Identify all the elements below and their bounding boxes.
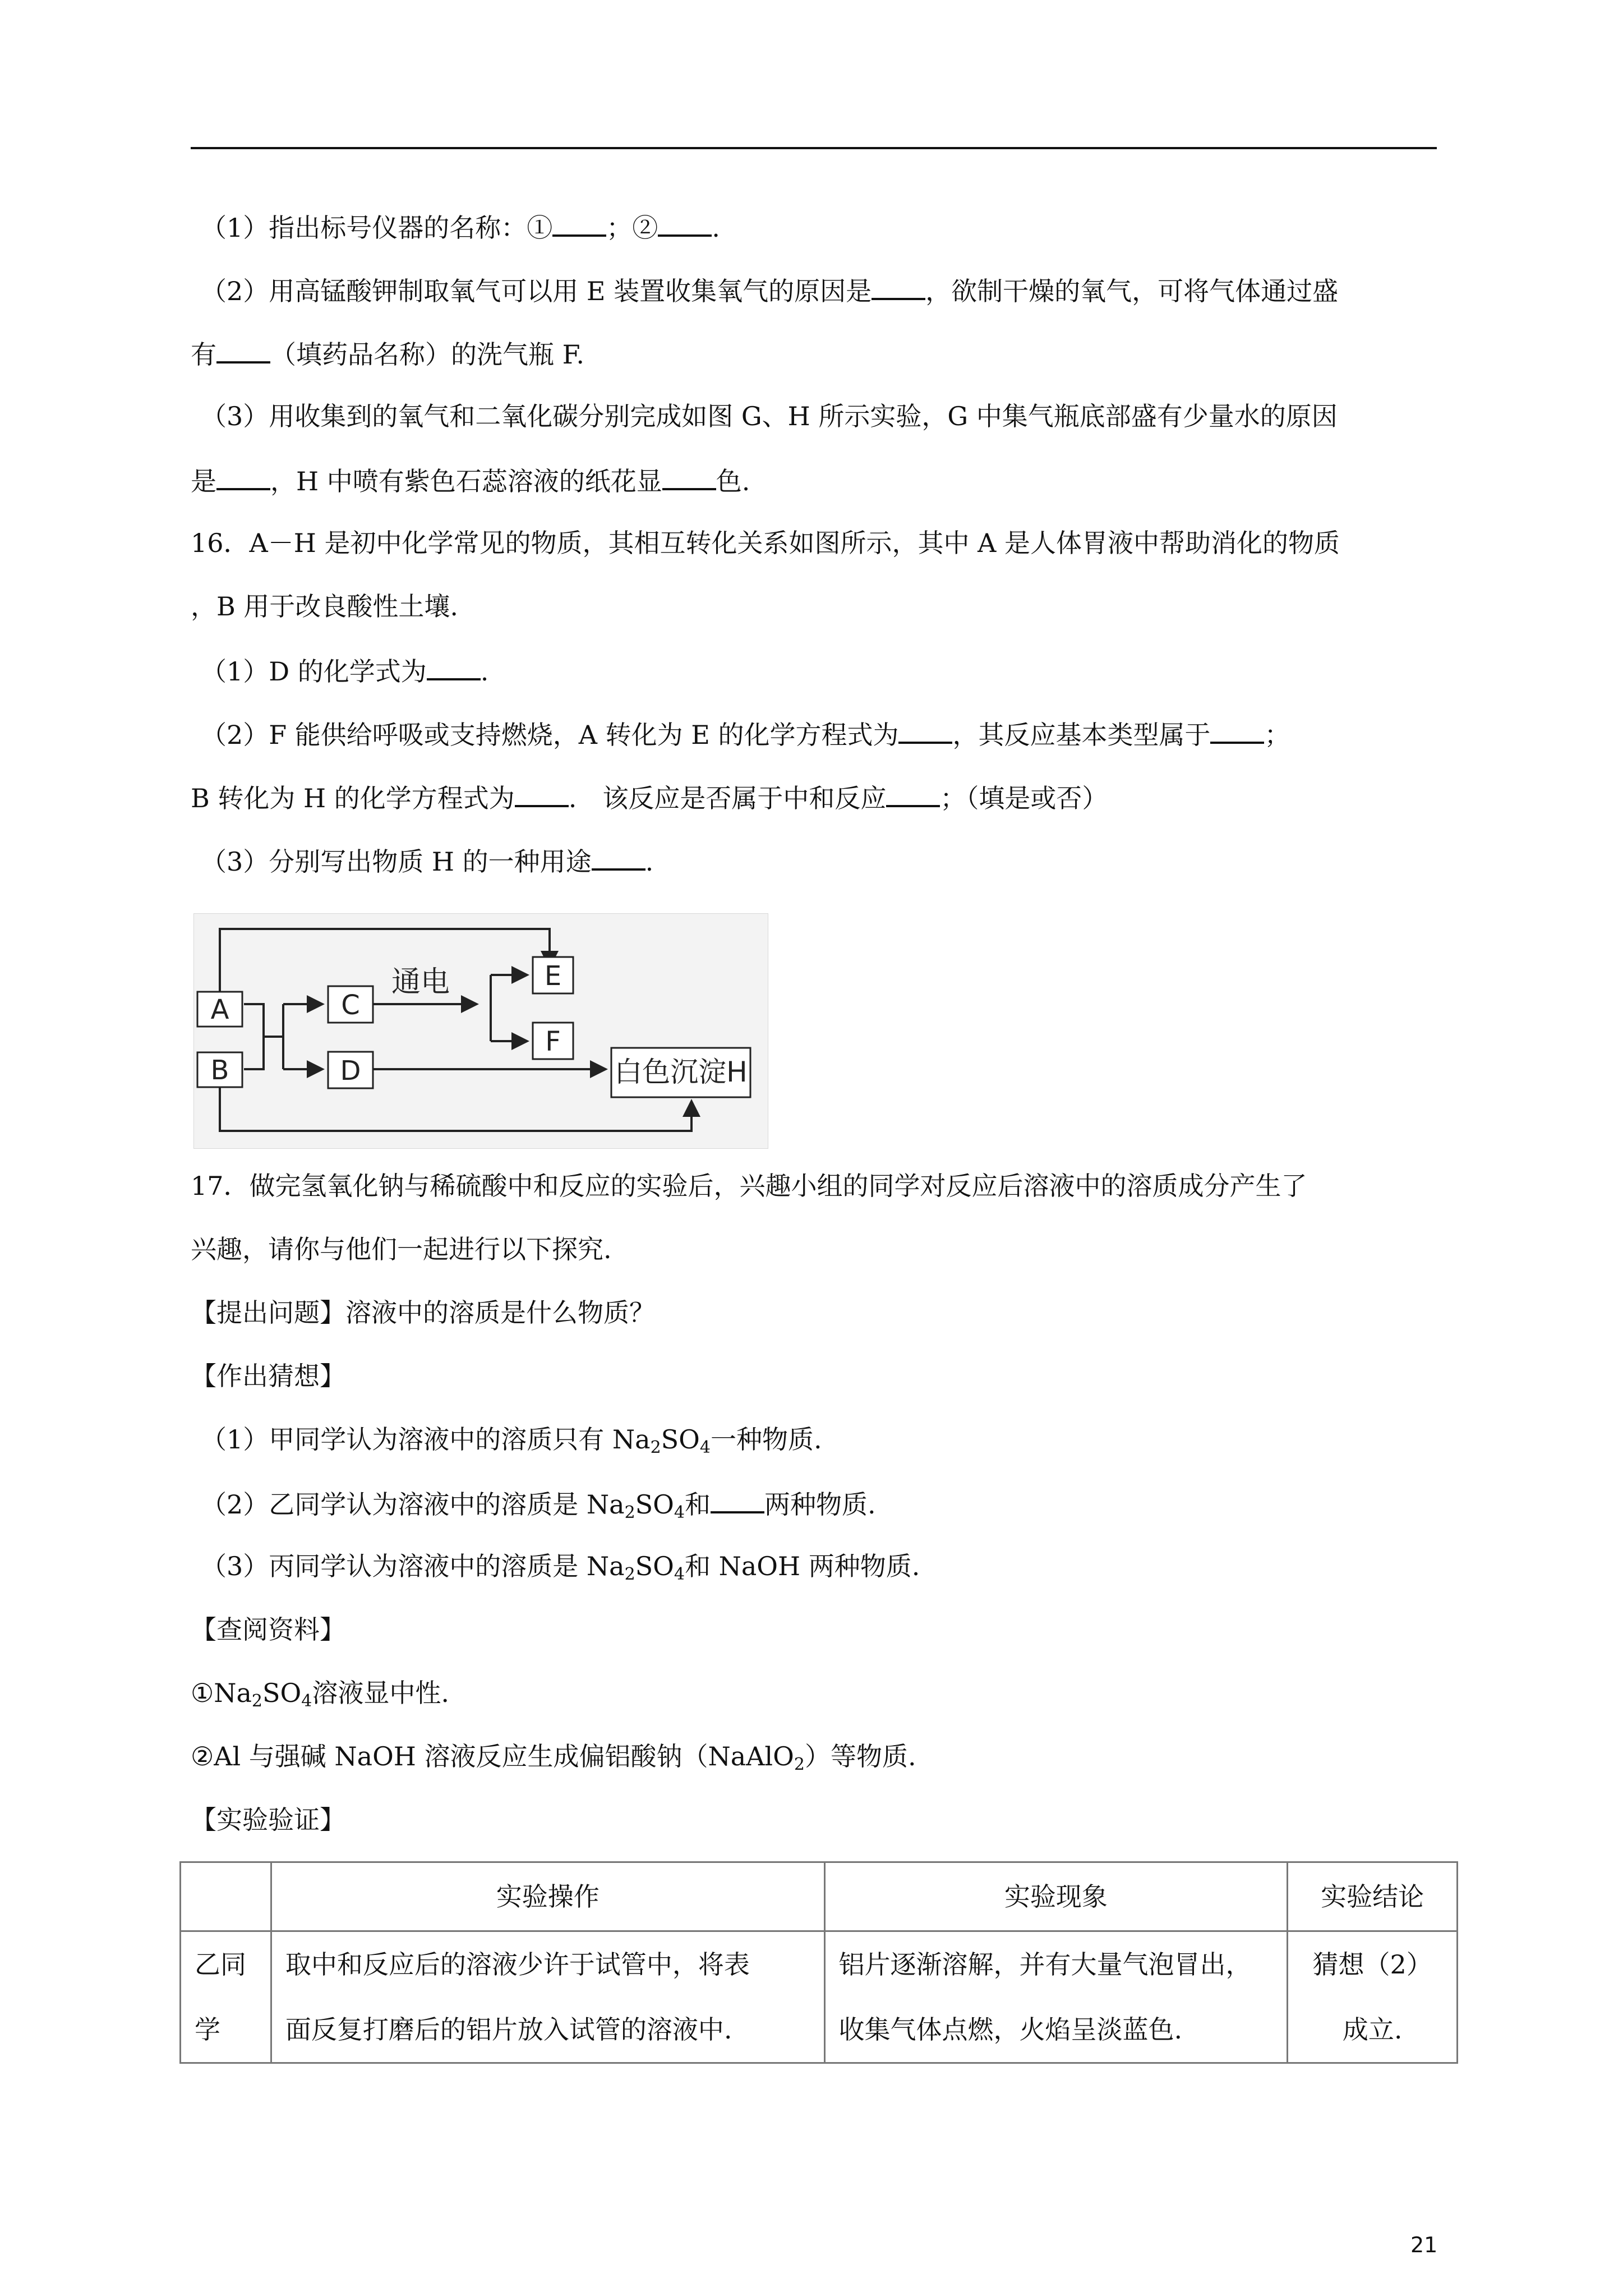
answer-blank[interactable] (886, 779, 940, 807)
q16-part2: （2）F 能供给呼吸或支持燃烧，A 转化为 E 的化学方程式为 ，其反应基本类型属于 ； (201, 716, 1290, 752)
q17-question: 【提出问题】溶液中的溶质是什么物质？ (191, 1297, 655, 1328)
q15-part2-cont: 有 （填药品名称）的洗气瓶 F. (191, 335, 584, 372)
q16-intro: 16．A－H 是初中化学常见的物质，其相互转化关系如图所示，其中 A 是人体胃液中帮助消化的物质 (191, 528, 1340, 558)
table-cell-operation: 取中和反应后的溶液少许于试管中，将表 面反复打磨后的铝片放入试管的溶液中. (271, 1931, 824, 2063)
table-cell-conclusion: 猜想（2） 成立. (1288, 1931, 1458, 2063)
q16-part2-cont: B 转化为 H 的化学方程式为 . 该反应是否属于中和反应 ；（填是或否） (191, 779, 1108, 816)
q17-guess3: （3）丙同学认为溶液中的溶质是 $Na_2SO_4$和 NaOH 两种物质. (201, 1551, 920, 1584)
label-h: 白色沉淀H (614, 1056, 748, 1088)
table-header-operation: 实验操作 (271, 1862, 824, 1931)
table-header-conclusion: 实验结论 (1288, 1862, 1458, 1931)
q17-intro: 17．做完氢氧化钠与稀硫酸中和反应的实验后，兴趣小组的同学对反应后溶液中的溶质成分产生了 (191, 1171, 1307, 1201)
label-electrolysis: 通电 (391, 965, 450, 999)
answer-blank[interactable] (592, 843, 645, 871)
answer-blank[interactable] (898, 716, 952, 744)
table-row (181, 1931, 1458, 2063)
page-number: 21 (1410, 2233, 1438, 2257)
table-header-empty (181, 1862, 271, 1931)
label-e: E (544, 960, 562, 992)
q15-part2: （2）用高锰酸钾制取氧气可以用 E 装置收集氧气的原因是 ，欲制干燥的氧气，可将气体通过盛 (201, 272, 1338, 309)
q16-intro-cont: ，B 用于改良酸性土壤. (191, 591, 459, 622)
q15-part3-cont: 是 ，H 中喷有紫色石蕊溶液的纸花显 色. (191, 462, 750, 499)
experiment-table (179, 1861, 1458, 2064)
header-rule (191, 147, 1437, 149)
q17-reference-heading: 【查阅资料】 (191, 1614, 345, 1645)
label-b: B (210, 1055, 229, 1086)
conversion-diagram (193, 913, 768, 1149)
label-f: F (545, 1026, 561, 1057)
diagram-background (193, 913, 768, 1149)
q16-part3: （3）分别写出物质 H 的一种用途 . (201, 843, 653, 879)
answer-blank[interactable] (552, 209, 606, 237)
answer-blank[interactable] (711, 1485, 764, 1513)
label-c: C (341, 990, 360, 1021)
q17-reference2: ②Al 与强碱 NaOH 溶液反应生成偏铝酸钠（NaAlO$_2$）等物质. (191, 1741, 916, 1774)
answer-blank[interactable] (515, 779, 569, 807)
answer-blank[interactable] (872, 272, 925, 300)
q17-guess2: （2）乙同学认为溶液中的溶质是 $Na_2SO_4$和 两种物质. (201, 1485, 876, 1522)
q16-part1: （1）D 的化学式为 . (201, 652, 488, 689)
label-a: A (210, 994, 229, 1025)
label-d: D (340, 1055, 361, 1087)
table-cell-student: 乙同 学 (181, 1931, 271, 2063)
table-header-row (181, 1862, 1458, 1931)
answer-blank[interactable] (1210, 716, 1264, 744)
table-cell-phenomenon: 铝片逐渐溶解，并有大量气泡冒出， 收集气体点燃，火焰呈淡蓝色. (824, 1931, 1288, 2063)
table-header-phenomenon: 实验现象 (824, 1862, 1288, 1931)
q17-guess1: （1）甲同学认为溶液中的溶质只有 $Na_2SO_4$一种物质. (201, 1424, 822, 1457)
q15-part1: （1）指出标号仪器的名称：① ；② . (201, 209, 720, 245)
answer-blank[interactable] (658, 209, 712, 237)
q17-verify-heading: 【实验验证】 (191, 1805, 345, 1835)
q15-part3: （3）用收集到的氧气和二氧化碳分别完成如图 G、H 所示实验，G 中集气瓶底部盛有少量水的原因 (201, 401, 1338, 431)
q17-guess-heading: 【作出猜想】 (191, 1361, 345, 1391)
answer-blank[interactable] (662, 462, 716, 490)
q17-reference1: $①Na_2SO_4$溶液显中性. (191, 1678, 449, 1711)
q17-intro-cont: 兴趣，请你与他们一起进行以下探究. (191, 1234, 612, 1264)
answer-blank[interactable] (216, 462, 270, 490)
answer-blank[interactable] (427, 652, 481, 680)
answer-blank[interactable] (216, 335, 270, 364)
